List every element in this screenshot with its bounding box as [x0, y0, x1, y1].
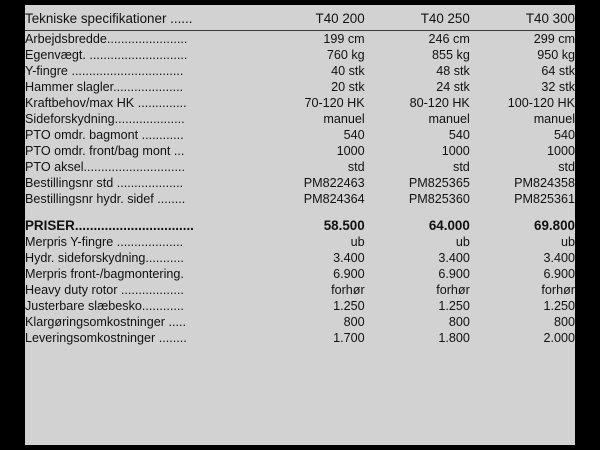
row-value-3: 1000 [546, 144, 575, 158]
row-value-3: 1.250 [543, 299, 575, 313]
row-value-1: 1000 [336, 144, 365, 158]
prices-value-2: 64.000 [428, 218, 470, 233]
row-value-1: 70-120 HK [304, 96, 365, 110]
table-row [25, 314, 575, 330]
prices-value-1: 58.500 [323, 218, 365, 233]
row-label: PTO omdr. front/bag mont ... [25, 144, 185, 158]
header-col-2: T40 250 [420, 11, 470, 26]
specification-table [25, 9, 575, 346]
row-value-3: 800 [553, 315, 575, 329]
row-value-2: 855 kg [432, 48, 470, 62]
row-value-2: 24 stk [436, 80, 470, 94]
table-row [25, 298, 575, 314]
row-value-1: 1.250 [333, 299, 365, 313]
row-value-3: ub [560, 235, 575, 249]
row-value-1: PM822463 [303, 176, 365, 190]
row-value-2: PM825365 [408, 176, 470, 190]
row-value-3: 950 kg [537, 48, 575, 62]
row-value-3: 32 stk [541, 80, 575, 94]
row-label: Bestillingsnr hydr. sidef ........ [25, 192, 186, 206]
row-value-2: 1.800 [438, 331, 470, 345]
row-value-1: manuel [323, 112, 365, 126]
row-value-1: ub [350, 235, 365, 249]
row-label: PTO omdr. bagmont ............ [25, 128, 184, 142]
table-row [25, 175, 575, 191]
row-value-2: manuel [428, 112, 470, 126]
table-row [25, 47, 575, 63]
table-row [25, 250, 575, 266]
row-value-1: 800 [343, 315, 365, 329]
row-value-3: 64 stk [541, 64, 575, 78]
row-value-3: 6.900 [543, 267, 575, 281]
row-label: Egenvægt. ............................ [25, 48, 188, 62]
row-value-1: forhør [331, 283, 365, 297]
prices-header-row [25, 217, 575, 234]
row-value-2: 80-120 HK [409, 96, 470, 110]
row-value-2: 246 cm [428, 32, 470, 46]
section-spacer [25, 207, 575, 217]
row-label: Hammer slagler.................... [25, 80, 184, 94]
header-col-1: T40 200 [315, 11, 365, 26]
row-value-2: 48 stk [436, 64, 470, 78]
header-col-3: T40 300 [525, 11, 575, 26]
table-row [25, 63, 575, 79]
row-value-2: forhør [436, 283, 470, 297]
row-label: Kraftbehov/max HK .............. [25, 96, 187, 110]
table-row [25, 31, 575, 48]
row-value-2: 540 [448, 128, 470, 142]
row-label: Bestillingsnr std ................... [25, 176, 184, 190]
table-row [25, 159, 575, 175]
row-label: Heavy duty rotor .................. [25, 283, 184, 297]
row-value-3: PM824358 [514, 176, 575, 190]
row-value-2: std [453, 160, 470, 174]
table-row [25, 95, 575, 111]
spec-sheet [25, 5, 575, 445]
row-value-1: 1.700 [333, 331, 365, 345]
row-value-1: PM824364 [303, 192, 365, 206]
row-value-3: PM825361 [514, 192, 575, 206]
table-row [25, 234, 575, 250]
row-value-1: 6.900 [333, 267, 365, 281]
table-row [25, 191, 575, 207]
row-value-1: 760 kg [326, 48, 365, 62]
row-value-3: 299 cm [533, 32, 575, 46]
row-label: PTO aksel............................. [25, 160, 186, 174]
table-row [25, 79, 575, 95]
section-spacer-cell [25, 207, 575, 217]
row-label: Arbejdsbredde....................... [25, 32, 188, 46]
table-row [25, 127, 575, 143]
row-label: Hydr. sideforskydning........... [25, 251, 184, 265]
row-label: Merpris Y-fingre ................... [25, 235, 184, 249]
row-value-2: 3.400 [438, 251, 470, 265]
row-value-1: 199 cm [323, 32, 365, 46]
row-label: Y-fingre ................................ [25, 64, 184, 78]
row-value-1: std [347, 160, 365, 174]
row-label: Justerbare slæbesko............ [25, 299, 184, 313]
table-body [25, 9, 575, 346]
table-row [25, 111, 575, 127]
row-value-3: forhør [541, 283, 575, 297]
row-value-3: 2.000 [543, 331, 575, 345]
prices-value-3: 69.800 [534, 218, 575, 233]
row-value-1: 3.400 [333, 251, 365, 265]
table-row [25, 330, 575, 346]
row-value-1: 540 [343, 128, 365, 142]
prices-label: PRISER................................ [25, 218, 194, 233]
row-label: Klargøringsomkostninger ..... [25, 315, 186, 329]
row-value-3: 540 [553, 128, 575, 142]
row-value-2: 800 [448, 315, 470, 329]
row-value-1: 20 stk [331, 80, 365, 94]
row-value-3: 3.400 [543, 251, 575, 265]
row-label: Merpris front-/bagmontering. [25, 267, 184, 281]
table-row [25, 143, 575, 159]
table-row [25, 266, 575, 282]
row-label: Sideforskydning.................... [25, 112, 185, 126]
header-label-cell: Tekniske specifikationer ...... [25, 11, 193, 26]
table-header-row [25, 9, 575, 30]
row-value-1: 40 stk [331, 64, 365, 78]
row-label: Leveringsomkostninger ........ [25, 331, 187, 345]
row-value-3: std [558, 160, 575, 174]
row-value-3: manuel [533, 112, 575, 126]
row-value-2: ub [455, 235, 470, 249]
row-value-2: 1000 [441, 144, 470, 158]
row-value-2: 6.900 [438, 267, 470, 281]
row-value-2: PM825360 [408, 192, 470, 206]
table-row [25, 282, 575, 298]
row-value-2: 1.250 [438, 299, 470, 313]
row-value-3: 100-120 HK [507, 96, 575, 110]
